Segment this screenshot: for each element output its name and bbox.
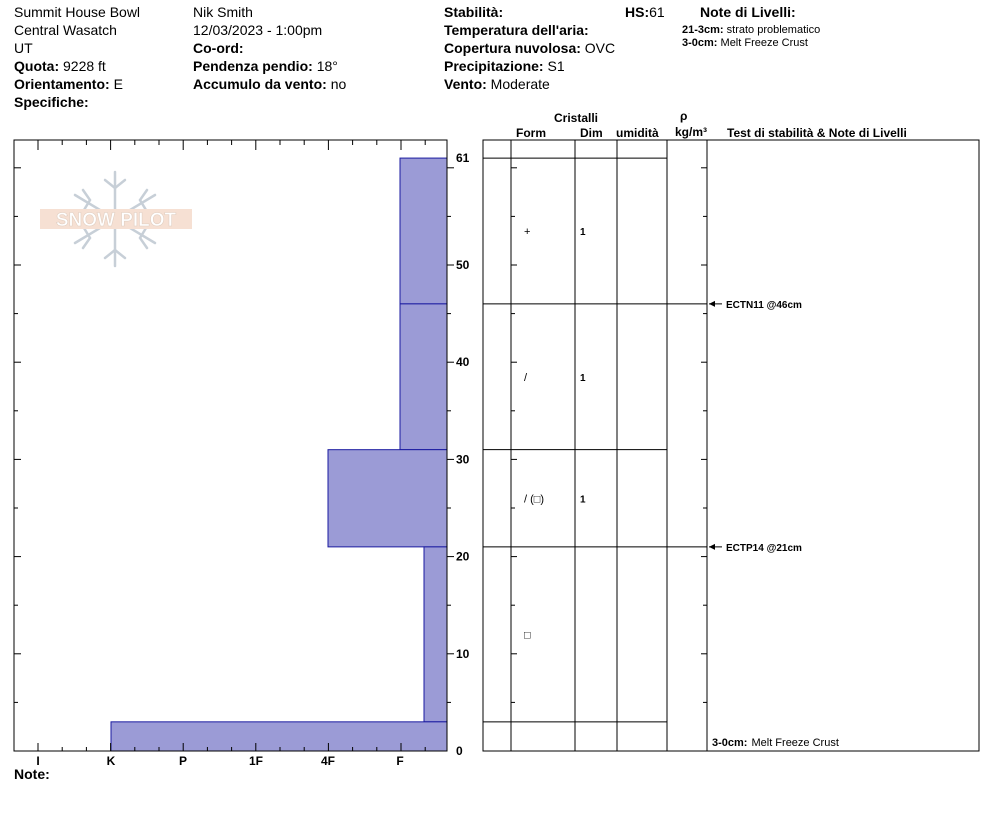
bottom-note-range: 3-0cm: (712, 737, 748, 749)
layer-note-1-text: strato problematico (726, 24, 821, 36)
layer-3-form: / (□) (524, 493, 545, 506)
slope-value: 18° (316, 58, 338, 74)
density-unit-header: kg/m³ (675, 125, 708, 139)
layer-table-frame (483, 140, 979, 751)
layer-2-dim: 1 (580, 372, 586, 384)
layer-note-2-range: 3-0cm: (682, 37, 718, 49)
notes-label: Note: (14, 766, 50, 782)
observer-name: Nik Smith (193, 4, 253, 20)
elevation-label: Quota: (14, 58, 60, 74)
wind-label: Vento: (444, 76, 487, 92)
crystals-header: Cristalli (554, 111, 599, 125)
state: UT (14, 40, 33, 56)
hardness-label-i: I (36, 754, 40, 768)
layer-bar-2 (400, 304, 447, 450)
test-arrow-head-icon (709, 301, 715, 307)
layer-2-form: / (524, 371, 528, 384)
cloud-value: OVC (584, 40, 616, 56)
depth-label-50: 50 (456, 258, 470, 272)
logo-text: SNOW PILOT (55, 210, 177, 231)
depth-label-61: 61 (456, 151, 470, 166)
layer-4-form: □ (524, 629, 531, 642)
aspect-value: E (113, 76, 123, 92)
hs-value: 61 (649, 4, 665, 20)
test-arrow-head-icon (709, 544, 715, 550)
layer-1-dim: 1 (580, 226, 586, 238)
layer-note-1-range: 21-3cm: (682, 24, 724, 36)
coord-label: Co-ord: (193, 40, 244, 56)
hardness-label-f: F (396, 754, 404, 768)
wetness-header: umidità (616, 126, 659, 140)
stability-notes-header: Test di stabilità & Note di Livelli (727, 126, 907, 140)
layer-notes-title: Note di Livelli: (700, 4, 796, 20)
form-header: Form (516, 126, 546, 140)
stability-label: Stabilità: (444, 4, 504, 20)
hardness-label-k: K (106, 754, 116, 768)
layer-note-2-text: Melt Freeze Crust (720, 37, 808, 49)
test-label-1: ECTN11 @46cm (726, 299, 802, 311)
layer-1-form: + (524, 225, 531, 238)
depth-label-10: 10 (456, 646, 470, 661)
dim-header: Dim (580, 126, 603, 140)
depth-label-40: 40 (456, 355, 470, 370)
layer-bar-1 (400, 158, 447, 304)
hardness-label-1f: 1F (248, 754, 264, 768)
slope-label: Pendenza pendio: (193, 58, 313, 74)
hardness-label-p: P (178, 754, 188, 768)
wind-loading-label: Accumulo da vento: (193, 76, 327, 92)
layer-3-dim: 1 (580, 494, 586, 506)
snowpilot-logo (40, 172, 192, 266)
specifics-label: Specifiche: (14, 94, 89, 110)
layer-bar-5 (111, 722, 447, 751)
depth-label-20: 20 (456, 549, 470, 564)
test-label-2: ECTP14 @21cm (726, 542, 802, 554)
hardness-plot-frame (14, 140, 447, 751)
air-temp-label: Temperatura dell'aria: (444, 22, 589, 38)
wind-loading-value: no (330, 76, 347, 92)
precip-value: S1 (547, 58, 565, 74)
precip-label: Precipitazione: (444, 58, 544, 74)
cloud-label: Copertura nuvolosa: (444, 40, 581, 56)
layer-bar-3 (328, 450, 447, 547)
location-name: Summit House Bowl (14, 4, 141, 20)
aspect-label: Orientamento: (14, 76, 110, 92)
hs-label: HS: (625, 4, 650, 20)
bottom-note-text: Melt Freeze Crust (751, 737, 839, 749)
rho-header: ρ (680, 109, 688, 123)
observation-datetime: 12/03/2023 - 1:00pm (193, 22, 323, 38)
hardness-label-4f: 4F (320, 754, 336, 768)
depth-label-0: 0 (456, 744, 463, 758)
layer-bar-4 (424, 547, 447, 722)
bottom-layer-note (712, 737, 839, 749)
depth-label-30: 30 (456, 452, 470, 467)
mountain-range: Central Wasatch (14, 22, 117, 38)
wind-value: Moderate (490, 76, 550, 92)
elevation-value: 9228 ft (63, 58, 106, 74)
